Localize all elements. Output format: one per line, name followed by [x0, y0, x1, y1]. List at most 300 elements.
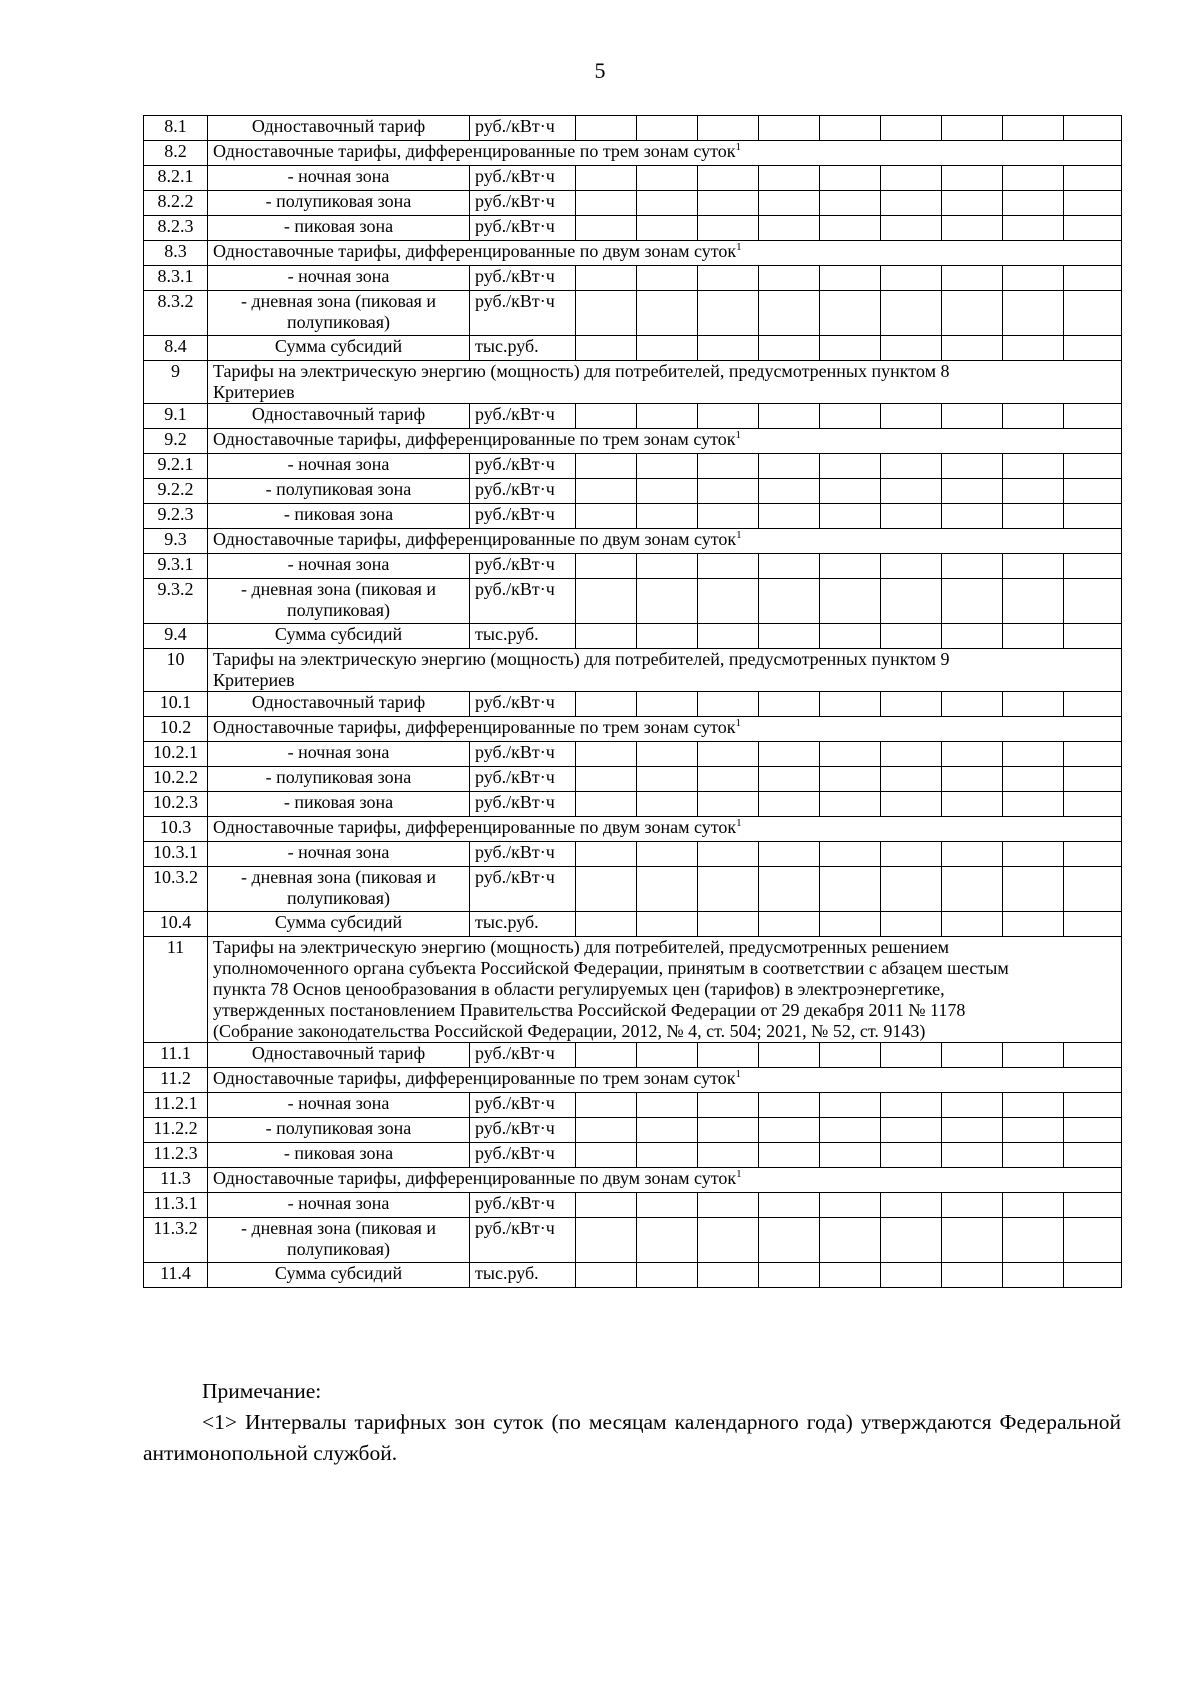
- value-cell: [881, 1193, 942, 1218]
- value-cell: [820, 1193, 881, 1218]
- value-cell: [637, 742, 698, 767]
- row-number: 8.2.1: [144, 166, 208, 191]
- value-cell: [576, 1193, 637, 1218]
- value-cell: [820, 404, 881, 429]
- value-cell: [759, 266, 820, 291]
- value-cell: [820, 912, 881, 937]
- value-cell: [576, 336, 637, 361]
- value-cell: [698, 624, 759, 649]
- row-name: - ночная зона: [208, 454, 470, 479]
- value-cell: [820, 166, 881, 191]
- value-cell: [637, 291, 698, 336]
- row-number: 11.4: [144, 1263, 208, 1288]
- value-cell: [637, 867, 698, 912]
- section-heading: [208, 429, 1122, 454]
- value-cell: [759, 1093, 820, 1118]
- value-cell: [881, 1043, 942, 1068]
- value-cell: [942, 1043, 1003, 1068]
- value-cell: [881, 867, 942, 912]
- row-number: 8.2: [144, 141, 208, 166]
- table-row: [144, 1263, 1122, 1288]
- value-cell: [1003, 1193, 1064, 1218]
- table-row: [144, 216, 1122, 241]
- row-number: 10.4: [144, 912, 208, 937]
- value-cell: [1003, 336, 1064, 361]
- value-cell: [576, 404, 637, 429]
- section-title-line: Критериев: [213, 382, 295, 402]
- table-row: [144, 504, 1122, 529]
- table-row: [144, 692, 1122, 717]
- value-cell: [1003, 404, 1064, 429]
- value-cell: [759, 191, 820, 216]
- value-cell: [759, 624, 820, 649]
- value-cell: [942, 579, 1003, 624]
- row-number: 8.3.2: [144, 291, 208, 336]
- row-name: - дневная зона (пиковая и полупиковая): [208, 1218, 470, 1263]
- value-cell: [576, 554, 637, 579]
- value-cell: [881, 579, 942, 624]
- value-cell: [1003, 692, 1064, 717]
- row-name: Сумма субсидий: [208, 624, 470, 649]
- row-number: 10.1: [144, 692, 208, 717]
- row-number: 10.2: [144, 717, 208, 742]
- row-unit: тыс.руб.: [470, 912, 576, 937]
- table-row: [144, 1143, 1122, 1168]
- value-cell: [698, 166, 759, 191]
- value-cell: [759, 404, 820, 429]
- value-cell: [698, 404, 759, 429]
- value-cell: [942, 191, 1003, 216]
- table-row: [144, 336, 1122, 361]
- value-cell: [881, 504, 942, 529]
- value-cell: [942, 266, 1003, 291]
- row-name: - дневная зона (пиковая и полупиковая): [208, 291, 470, 336]
- value-cell: [576, 1093, 637, 1118]
- row-unit: руб./кВт·ч: [470, 867, 576, 912]
- section-heading-text: Одноставочные тарифы, дифференцированные по трем зонам суток: [213, 141, 736, 161]
- table-row: [144, 649, 1122, 692]
- table-row: [144, 1168, 1122, 1193]
- row-unit: руб./кВт·ч: [470, 1143, 576, 1168]
- value-cell: [1064, 1263, 1122, 1288]
- value-cell: [576, 1118, 637, 1143]
- table-row: [144, 166, 1122, 191]
- value-cell: [1003, 742, 1064, 767]
- footnote-mark: 1: [736, 1168, 742, 1180]
- row-name: - ночная зона: [208, 554, 470, 579]
- value-cell: [698, 792, 759, 817]
- value-cell: [820, 579, 881, 624]
- value-cell: [637, 554, 698, 579]
- value-cell: [881, 116, 942, 141]
- section-title-line: (Собрание законодательства Российской Федерации, 2012, № 4, ст. 504; 2021, № 52, ст. 9143): [213, 1021, 926, 1041]
- value-cell: [1064, 1093, 1122, 1118]
- row-name: - дневная зона (пиковая и полупиковая): [208, 867, 470, 912]
- value-cell: [942, 454, 1003, 479]
- section-heading-text: Одноставочные тарифы, дифференцированные по трем зонам суток: [213, 1068, 736, 1088]
- row-number: 9.3: [144, 529, 208, 554]
- value-cell: [1064, 1218, 1122, 1263]
- value-cell: [759, 454, 820, 479]
- value-cell: [1064, 216, 1122, 241]
- value-cell: [698, 116, 759, 141]
- value-cell: [1003, 1093, 1064, 1118]
- value-cell: [942, 166, 1003, 191]
- value-cell: [820, 454, 881, 479]
- value-cell: [942, 1118, 1003, 1143]
- value-cell: [1064, 266, 1122, 291]
- value-cell: [637, 454, 698, 479]
- row-number: 9.2.1: [144, 454, 208, 479]
- value-cell: [576, 842, 637, 867]
- value-cell: [881, 1218, 942, 1263]
- value-cell: [637, 767, 698, 792]
- value-cell: [942, 479, 1003, 504]
- value-cell: [637, 166, 698, 191]
- row-name: - пиковая зона: [208, 216, 470, 241]
- value-cell: [942, 116, 1003, 141]
- row-number: 10.3: [144, 817, 208, 842]
- table-row: [144, 937, 1122, 1043]
- value-cell: [1003, 792, 1064, 817]
- value-cell: [759, 767, 820, 792]
- section-title-line: уполномоченного органа субъекта Российской Федерации, принятым в соответствии с абзацем шестым: [213, 958, 1009, 978]
- value-cell: [1064, 742, 1122, 767]
- value-cell: [759, 1218, 820, 1263]
- value-cell: [576, 116, 637, 141]
- value-cell: [759, 867, 820, 912]
- value-cell: [820, 842, 881, 867]
- value-cell: [942, 692, 1003, 717]
- value-cell: [942, 792, 1003, 817]
- value-cell: [637, 504, 698, 529]
- row-unit: руб./кВт·ч: [470, 767, 576, 792]
- value-cell: [637, 1218, 698, 1263]
- value-cell: [820, 792, 881, 817]
- row-unit: руб./кВт·ч: [470, 742, 576, 767]
- value-cell: [1003, 842, 1064, 867]
- value-cell: [1064, 166, 1122, 191]
- row-number: 11.2: [144, 1068, 208, 1093]
- value-cell: [1003, 867, 1064, 912]
- value-cell: [942, 767, 1003, 792]
- value-cell: [698, 1118, 759, 1143]
- value-cell: [637, 191, 698, 216]
- value-cell: [942, 216, 1003, 241]
- value-cell: [637, 692, 698, 717]
- section-title-line: утвержденных постановлением Правительства Российской Федерации от 29 декабря 2011 № 1178: [213, 1000, 966, 1020]
- row-unit: руб./кВт·ч: [470, 692, 576, 717]
- table-row: [144, 867, 1122, 912]
- value-cell: [820, 742, 881, 767]
- value-cell: [698, 579, 759, 624]
- value-cell: [820, 624, 881, 649]
- value-cell: [759, 692, 820, 717]
- row-number: 10: [144, 649, 208, 692]
- row-number: 10.3.1: [144, 842, 208, 867]
- value-cell: [1064, 624, 1122, 649]
- row-unit: руб./кВт·ч: [470, 554, 576, 579]
- value-cell: [576, 692, 637, 717]
- row-number: 9.2.2: [144, 479, 208, 504]
- value-cell: [881, 624, 942, 649]
- value-cell: [820, 479, 881, 504]
- row-name: Сумма субсидий: [208, 912, 470, 937]
- value-cell: [881, 767, 942, 792]
- row-name: - полупиковая зона: [208, 191, 470, 216]
- value-cell: [881, 1118, 942, 1143]
- value-cell: [759, 1143, 820, 1168]
- value-cell: [759, 912, 820, 937]
- section-heading: [208, 529, 1122, 554]
- value-cell: [698, 554, 759, 579]
- row-number: 10.2.3: [144, 792, 208, 817]
- value-cell: [698, 191, 759, 216]
- value-cell: [881, 842, 942, 867]
- value-cell: [576, 1143, 637, 1168]
- value-cell: [942, 504, 1003, 529]
- row-number: 8.1: [144, 116, 208, 141]
- value-cell: [759, 479, 820, 504]
- value-cell: [942, 1263, 1003, 1288]
- value-cell: [820, 1143, 881, 1168]
- value-cell: [1003, 216, 1064, 241]
- row-name: - полупиковая зона: [208, 1118, 470, 1143]
- value-cell: [759, 792, 820, 817]
- value-cell: [881, 166, 942, 191]
- value-cell: [759, 291, 820, 336]
- value-cell: [637, 792, 698, 817]
- value-cell: [942, 1143, 1003, 1168]
- row-number: 11.3: [144, 1168, 208, 1193]
- row-number: 11.1: [144, 1043, 208, 1068]
- value-cell: [759, 1043, 820, 1068]
- value-cell: [1064, 1193, 1122, 1218]
- row-unit: руб./кВт·ч: [470, 191, 576, 216]
- row-unit: тыс.руб.: [470, 624, 576, 649]
- section-title: [208, 361, 1122, 404]
- row-number: 9: [144, 361, 208, 404]
- value-cell: [576, 504, 637, 529]
- value-cell: [1003, 291, 1064, 336]
- section-heading-text: Одноставочные тарифы, дифференцированные по трем зонам суток: [213, 429, 736, 449]
- value-cell: [1003, 912, 1064, 937]
- value-cell: [820, 1118, 881, 1143]
- value-cell: [637, 842, 698, 867]
- value-cell: [881, 692, 942, 717]
- table-row: [144, 191, 1122, 216]
- row-unit: руб./кВт·ч: [470, 504, 576, 529]
- table-row: [144, 454, 1122, 479]
- value-cell: [637, 216, 698, 241]
- row-unit: руб./кВт·ч: [470, 291, 576, 336]
- table-row: [144, 266, 1122, 291]
- value-cell: [1003, 116, 1064, 141]
- value-cell: [1064, 912, 1122, 937]
- row-number: 9.3.1: [144, 554, 208, 579]
- table-row: [144, 291, 1122, 336]
- value-cell: [881, 792, 942, 817]
- table-row: [144, 1218, 1122, 1263]
- value-cell: [576, 912, 637, 937]
- table-row: [144, 141, 1122, 166]
- value-cell: [1064, 692, 1122, 717]
- row-name: Одноставочный тариф: [208, 1043, 470, 1068]
- value-cell: [1003, 191, 1064, 216]
- value-cell: [698, 1143, 759, 1168]
- section-heading: [208, 141, 1122, 166]
- value-cell: [637, 116, 698, 141]
- value-cell: [1003, 166, 1064, 191]
- value-cell: [1064, 1043, 1122, 1068]
- value-cell: [698, 336, 759, 361]
- value-cell: [1064, 504, 1122, 529]
- footnote-mark: 1: [735, 141, 741, 153]
- value-cell: [820, 291, 881, 336]
- value-cell: [1064, 404, 1122, 429]
- value-cell: [759, 842, 820, 867]
- value-cell: [637, 912, 698, 937]
- row-number: 11.2.1: [144, 1093, 208, 1118]
- value-cell: [698, 1263, 759, 1288]
- row-name: - ночная зона: [208, 166, 470, 191]
- value-cell: [942, 624, 1003, 649]
- value-cell: [942, 336, 1003, 361]
- value-cell: [637, 1118, 698, 1143]
- value-cell: [576, 166, 637, 191]
- table-row: [144, 624, 1122, 649]
- value-cell: [759, 504, 820, 529]
- value-cell: [881, 291, 942, 336]
- value-cell: [576, 291, 637, 336]
- value-cell: [1003, 504, 1064, 529]
- value-cell: [881, 191, 942, 216]
- section-heading-text: Одноставочные тарифы, дифференцированные по трем зонам суток: [213, 717, 736, 737]
- table-row: [144, 1193, 1122, 1218]
- value-cell: [881, 1093, 942, 1118]
- row-name: - ночная зона: [208, 842, 470, 867]
- value-cell: [820, 1263, 881, 1288]
- value-cell: [942, 291, 1003, 336]
- value-cell: [698, 266, 759, 291]
- value-cell: [1064, 842, 1122, 867]
- table-row: [144, 116, 1122, 141]
- row-name: - дневная зона (пиковая и полупиковая): [208, 579, 470, 624]
- row-unit: руб./кВт·ч: [470, 1093, 576, 1118]
- value-cell: [1003, 266, 1064, 291]
- row-name: - ночная зона: [208, 1193, 470, 1218]
- value-cell: [820, 116, 881, 141]
- value-cell: [881, 742, 942, 767]
- value-cell: [637, 404, 698, 429]
- row-number: 9.4: [144, 624, 208, 649]
- row-unit: руб./кВт·ч: [470, 1043, 576, 1068]
- row-unit: руб./кВт·ч: [470, 454, 576, 479]
- table-row: [144, 404, 1122, 429]
- row-name: Одноставочный тариф: [208, 692, 470, 717]
- value-cell: [820, 504, 881, 529]
- value-cell: [1064, 767, 1122, 792]
- value-cell: [1003, 624, 1064, 649]
- value-cell: [759, 116, 820, 141]
- row-unit: руб./кВт·ч: [470, 266, 576, 291]
- value-cell: [1003, 767, 1064, 792]
- row-number: 8.3.1: [144, 266, 208, 291]
- table-row: [144, 529, 1122, 554]
- value-cell: [820, 767, 881, 792]
- row-name: Сумма субсидий: [208, 336, 470, 361]
- table-row: [144, 1068, 1122, 1093]
- value-cell: [1003, 1043, 1064, 1068]
- value-cell: [759, 336, 820, 361]
- row-unit: руб./кВт·ч: [470, 842, 576, 867]
- value-cell: [576, 792, 637, 817]
- row-number: 8.2.3: [144, 216, 208, 241]
- value-cell: [698, 1193, 759, 1218]
- value-cell: [1064, 792, 1122, 817]
- section-heading-text: Одноставочные тарифы, дифференцированные по двум зонам суток: [213, 1168, 737, 1188]
- section-heading: [208, 1068, 1122, 1093]
- footnote-mark: 1: [736, 817, 742, 829]
- row-unit: тыс.руб.: [470, 1263, 576, 1288]
- section-heading: [208, 717, 1122, 742]
- note-text: <1> Интервалы тарифных зон суток (по месяцам календарного года) утверждаются Федеральной антимонопольной службой.: [143, 1410, 1121, 1465]
- value-cell: [637, 336, 698, 361]
- value-cell: [1064, 191, 1122, 216]
- table-row: [144, 361, 1122, 404]
- row-number: 11.3.2: [144, 1218, 208, 1263]
- tariff-table-body: [144, 116, 1122, 1288]
- value-cell: [1003, 454, 1064, 479]
- value-cell: [881, 554, 942, 579]
- value-cell: [759, 216, 820, 241]
- row-number: 9.2.3: [144, 504, 208, 529]
- section-title-line: Тарифы на электрическую энергию (мощность) для потребителей, предусмотренных решением: [213, 937, 950, 957]
- value-cell: [1003, 554, 1064, 579]
- row-name: - полупиковая зона: [208, 767, 470, 792]
- row-number: 11.2.2: [144, 1118, 208, 1143]
- value-cell: [698, 479, 759, 504]
- note-title: Примечание:: [202, 1379, 322, 1403]
- value-cell: [881, 479, 942, 504]
- table-row: [144, 1043, 1122, 1068]
- table-row: [144, 792, 1122, 817]
- row-number: 11.3.1: [144, 1193, 208, 1218]
- value-cell: [881, 912, 942, 937]
- value-cell: [1064, 867, 1122, 912]
- section-heading: [208, 817, 1122, 842]
- section-heading-text: Одноставочные тарифы, дифференцированные по двум зонам суток: [213, 817, 737, 837]
- row-name: Одноставочный тариф: [208, 116, 470, 141]
- value-cell: [942, 554, 1003, 579]
- value-cell: [1003, 479, 1064, 504]
- table-row: [144, 717, 1122, 742]
- row-unit: тыс.руб.: [470, 336, 576, 361]
- value-cell: [698, 692, 759, 717]
- section-title-line: Тарифы на электрическую энергию (мощность) для потребителей, предусмотренных пунктом 8: [213, 361, 950, 381]
- value-cell: [698, 767, 759, 792]
- table-row: [144, 429, 1122, 454]
- value-cell: [637, 624, 698, 649]
- value-cell: [1064, 454, 1122, 479]
- value-cell: [576, 1043, 637, 1068]
- row-number: 10.2.1: [144, 742, 208, 767]
- row-number: 10.2.2: [144, 767, 208, 792]
- value-cell: [1003, 1263, 1064, 1288]
- value-cell: [698, 454, 759, 479]
- value-cell: [576, 767, 637, 792]
- value-cell: [1003, 1118, 1064, 1143]
